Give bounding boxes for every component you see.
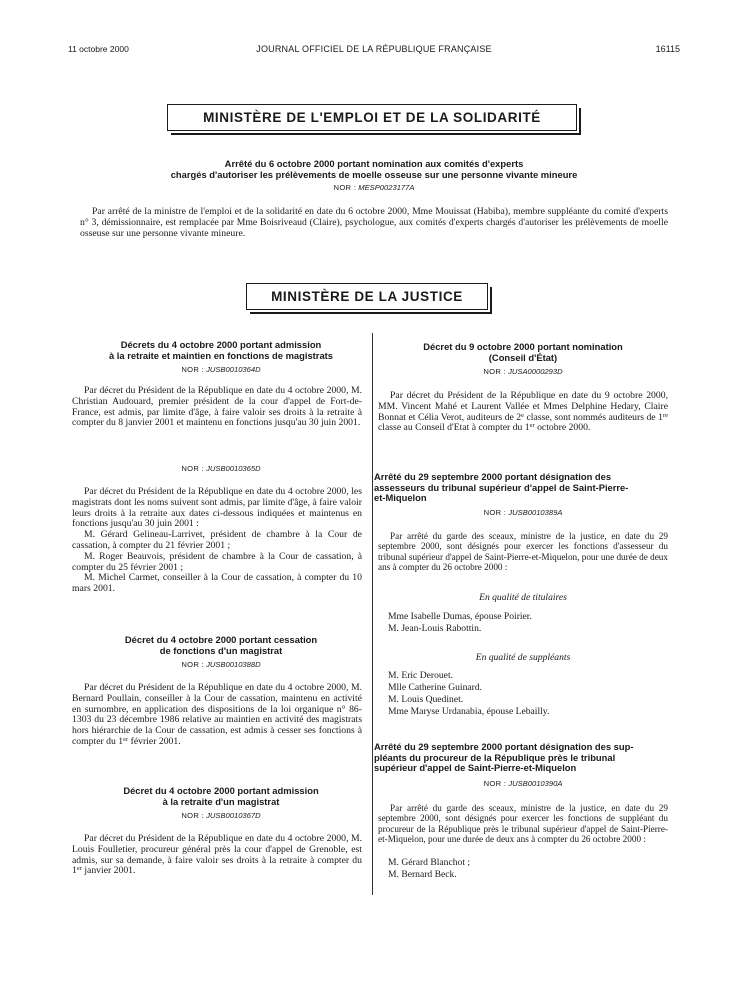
paragraph [378, 391, 668, 434]
list-item: Mme Maryse Urdanabia, épouse Lebailly. [388, 706, 550, 717]
list-item: Mme Isabelle Dumas, épouse Poirier. [388, 611, 532, 622]
column-divider [372, 333, 373, 895]
list-item: M. Eric Derouet. [388, 670, 454, 681]
decret-3-title-line1: Décret du 4 octobre 2000 portant cessation [124, 634, 318, 645]
list-item: M. Gérard Blanchot ; [388, 857, 471, 868]
nor-reference [80, 464, 362, 474]
nor-reference [380, 779, 666, 789]
nor-label: NOR : [333, 183, 357, 192]
nor-value: JUSB0010365D [206, 464, 261, 473]
ministry-emploi-title: MINISTÈRE DE L'EMPLOI ET DE LA SOLIDARITÉ [167, 104, 577, 131]
decret-1-text [72, 386, 362, 429]
nor-label: NOR : [483, 779, 507, 788]
nor-value: JUSB0010388D [206, 660, 261, 669]
superscript: re [662, 411, 668, 419]
nor-value: JUSB0010389A [508, 508, 563, 517]
nor-reference [80, 365, 362, 375]
list-item: M. Roger Beauvois, président de chambre à la Cour de cassation, à compter du 25 février 2001 ; [72, 550, 362, 573]
nor-reference [80, 811, 362, 821]
text-segment: classe au Conseil d'Etat à compter du 1 [378, 422, 530, 434]
text-segment: Par décret du Président de la République en date du 4 octobre 2000, M. Louis Foulletier, procureur général près la cour d'appel de Grenoble, est admis, sur sa demande, à faire valoir ses droits à la retraite à compter du 1 [72, 833, 362, 877]
journal-title: JOURNAL OFFICIEL DE LA RÉPUBLIQUE FRANÇAISE [256, 44, 492, 54]
arrete-2-title-line2: pléants du procureur de la République près le tribunal [374, 751, 616, 763]
text-segment: janvier 2001. [81, 865, 136, 877]
paragraph: Par arrêté de la ministre de l'emploi et de la solidarité en date du 6 octobre 2000, Mme Mouissat (Habiba), membre suppléante du comité d'experts n° 3, démissionnaire, est remplacée par Mme Boisriveaud (Claire), psychologue, aux comités d'experts chargés d'autoriser les prélèvements de moelle osseuse sur une personne vivante mineure. [80, 206, 668, 239]
arrete-2-title [374, 742, 668, 774]
superscript: er [123, 735, 129, 743]
decret-4-text [72, 834, 362, 877]
nor-label: NOR : [181, 365, 204, 374]
list-item: M. Gérard Gelineau-Larrivet, président de chambre à la Cour de cassation, à compter du 21 février 2001 ; [72, 529, 362, 551]
text-segment: classe, sont nommés auditeurs de 1 [523, 411, 663, 423]
text-segment: Par décret du Président de la République en date du 9 octobre 2000, MM. Vincent Mahé et Laurent Vallée et Mmes Delphine Hedary, Claire Bonnat et Célia Verot, auditeurs de 2 [378, 390, 668, 423]
arrete-1-title-line2: assesseurs du tribunal supérieur d'appel de Saint-Pierre- [374, 481, 629, 493]
arrete-1-title [374, 472, 668, 504]
arrete-1-text [378, 531, 668, 573]
text-segment: octobre 2000. [534, 422, 591, 434]
nor-label: NOR : [181, 660, 204, 669]
superscript: e [521, 411, 524, 419]
list-item: M. Louis Quedinet. [388, 694, 464, 705]
text-segment: Par décret du Président de la République en date du 4 octobre 2000, M. Bernard Poullain, conseiller à la Cour de cassation, maintenu en activité en surnombre, en application des dispositions de la loi organique n° 86-1303 du 23 décembre 1986 relative au maintien en activité des magistrats hors hiérarchie de la Cour de cassation, est admis à cesser ses fonctions à compter du 1 [72, 682, 362, 747]
nor-reference [380, 367, 666, 377]
nor-reference [80, 660, 362, 670]
decret-4-title [80, 786, 362, 807]
nor-value: JUSB0010367D [206, 811, 261, 820]
paragraph: Par décret du Président de la République en date du 4 octobre 2000, les magistrats dont les noms suivent sont admis, par limite d'âge, à faire valoir leurs droits à la retraite aux dates ci-dessous indiquées et maintenus en fonctions jusqu'au 30 juin 2001 : [72, 486, 362, 530]
page-number: 16115 [655, 44, 680, 54]
list-item: Mlle Catherine Guinard. [388, 682, 483, 693]
arrete-2-title-line3: supérieur d'appel de Saint-Pierre-et-Miquelon [374, 762, 577, 774]
decret-5-title [380, 342, 666, 363]
decret-3-title [80, 635, 362, 656]
ministry-justice-title: MINISTÈRE DE LA JUSTICE [246, 283, 488, 310]
suppleants-list [388, 670, 668, 718]
nor-label: NOR : [181, 464, 204, 473]
list-item: M. Michel Carmet, conseiller à la Cour de cassation, à compter du 10 mars 2001. [72, 572, 362, 595]
decret-5-text [378, 391, 668, 434]
arrete-1-title-line1: Arrêté du 29 septembre 2000 portant désignation des [374, 471, 612, 482]
subheading-titulaires: En qualité de titulaires [479, 592, 567, 603]
arrete-2-title-line1: Arrêté du 29 septembre 2000 portant désignation des sup- [374, 741, 634, 752]
decret-5-title-line2: (Conseil d'État) [488, 351, 558, 363]
arrete-emploi-title-line2: chargés d'autoriser les prélèvements de moelle osseuse sur une personne vivante mineure [170, 168, 578, 180]
arrete-emploi-title-line1: Arrêté du 6 octobre 2000 portant nomination aux comités d'experts [224, 158, 524, 169]
paragraph: Par décret du Président de la République en date du 4 octobre 2000, M. Christian Audouard, premier président de la cour d'appel de Fort-de-France, est admis, par limite d'âge, à faire valoir ses droits à la retraite à compter du 8 janvier 2001 et maintenu en fonctions jusqu'au 30 juin 2001. [72, 385, 362, 429]
paragraph: Par arrêté du garde des sceaux, ministre de la justice, en date du 29 septembre 2000, sont désignés pour exercer les fonctions de suppléant du procureur de la République près le tribunal supérieur d'appel de Saint-Pierre-et-Miquelon, pour une durée de deux ans à compter du 26 octobre 2000 : [378, 803, 668, 845]
arrete-1-title-line3: et-Miquelon [374, 492, 427, 504]
list-item: M. Bernard Beck. [388, 869, 457, 880]
nor-label: NOR : [181, 811, 204, 820]
nor-value: JUSA0000293D [508, 367, 563, 376]
arrete-2-text [378, 803, 668, 845]
titulaires-list [388, 611, 668, 635]
decret-1-title [80, 340, 362, 361]
header-date: 11 octobre 2000 [68, 44, 129, 54]
paragraph [72, 683, 362, 748]
decret-1-title-line2: à la retraite et maintien en fonctions de magistrats [108, 349, 334, 361]
nor-label: NOR : [483, 367, 506, 376]
nor-label: NOR : [483, 508, 507, 517]
nor-value: MESP0023177A [358, 183, 415, 192]
suppleants-procureur-list [388, 857, 668, 881]
paragraph [72, 834, 362, 877]
list-item: M. Jean-Louis Rabottin. [388, 623, 482, 634]
decret-1-title-line1: Décrets du 4 octobre 2000 portant admission [120, 339, 322, 350]
superscript: er [529, 422, 535, 430]
paragraph: Par arrêté du garde des sceaux, ministre de la justice, en date du 29 septembre 2000, sont désignés pour exercer les fonctions d'assesseur du tribunal supérieur d'appel de Saint-Pierre-et-Miquelon, pour une durée de deux ans à compter du 26 octobre 2000 : [378, 531, 668, 573]
decret-2-text [72, 487, 362, 595]
nor-reference [380, 508, 666, 518]
arrete-emploi-text [80, 207, 668, 239]
arrete-emploi-title [80, 159, 668, 180]
nor-value: JUSB0010364D [206, 365, 261, 374]
decret-5-title-line1: Décret du 9 octobre 2000 portant nomination [423, 341, 623, 352]
nor-value: JUSB0010390A [508, 779, 563, 788]
nor-reference [80, 183, 668, 193]
superscript: er [76, 865, 82, 873]
subheading-suppleants: En qualité de suppléants [475, 652, 571, 663]
decret-3-title-line2: de fonctions d'un magistrat [159, 644, 283, 656]
decret-3-text [72, 683, 362, 748]
decret-4-title-line2: à la retraite d'un magistrat [162, 795, 280, 807]
text-segment: février 2001. [128, 735, 181, 747]
decret-4-title-line1: Décret du 4 octobre 2000 portant admission [123, 785, 319, 796]
